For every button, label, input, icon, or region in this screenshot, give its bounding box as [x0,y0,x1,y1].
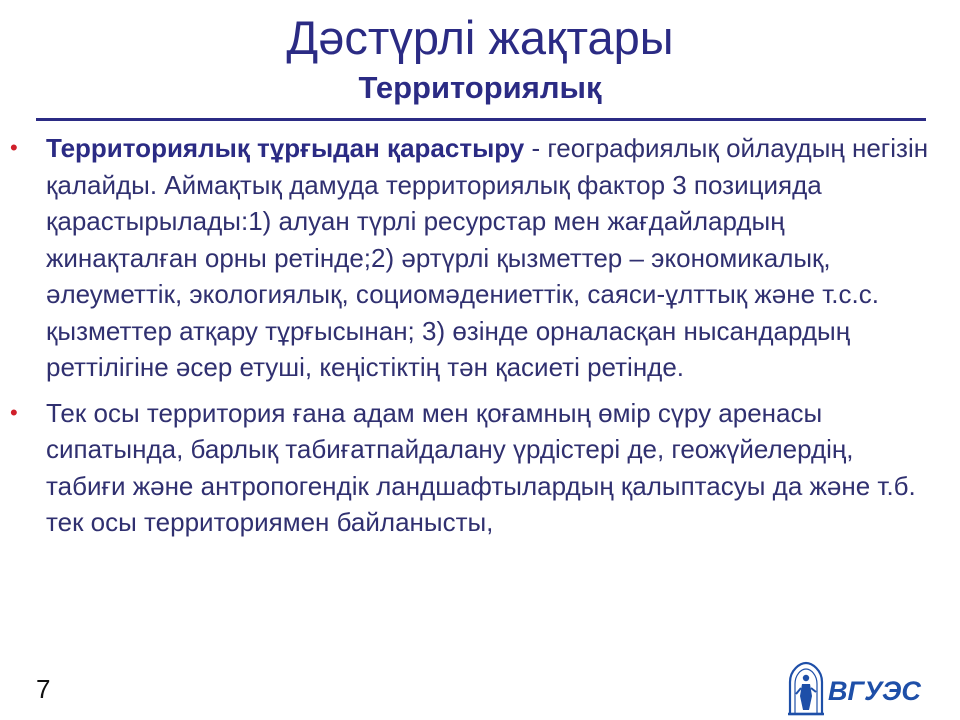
bullet-term: Территориялық тұрғыдан қарастыру [46,133,525,163]
title-subtitle: Территориялық [358,70,602,105]
slide-title [0,10,960,108]
page-number: 7 [36,674,51,704]
logo-graphic [784,660,934,716]
bullet-list [0,130,960,541]
logo-emblem-icon [788,663,824,714]
bullet-item-1 [0,130,960,386]
bullet-marker: • [10,399,18,425]
title-divider [36,118,926,121]
title-main: Дәстүрлі жақтары [286,11,674,64]
bullet-text: Тек осы территория ғана адам мен қоғамның өмір сүру аренасы сипатында, барлық табиғатпайдалану үрдістері де, геожүйелердің, табиғи және антропогендік ландшафтылардың қалыптасуы да және т.б. тек осы территориямен байланысты, [46,397,916,537]
bullet-text: географиялық ойлаудың негізін қалайды. Аймақтық дамуда территориялық фактор 3 позицияда қарастырылады:1) алуан түрлі ресурстар мен жағдайлардың жинақталған орны ретінде;2) әртүрлі қызметтер – экономикалық, әлеуметтік, экологиялық, социомәдениеттік, саяси-ұлттық және т.с.с. қызметтер атқару тұрғысынан; 3) өзінде орналасқан нысандардың реттілігіне әсер етуші, кеңістіктің тән қасиеті ретінде. [46,133,929,382]
bullet-marker: • [10,135,18,160]
bullet-item-2 [0,395,960,541]
bullet-separator: - [524,133,548,163]
university-logo [784,660,934,716]
logo-text: ВГУЭС [828,676,921,706]
